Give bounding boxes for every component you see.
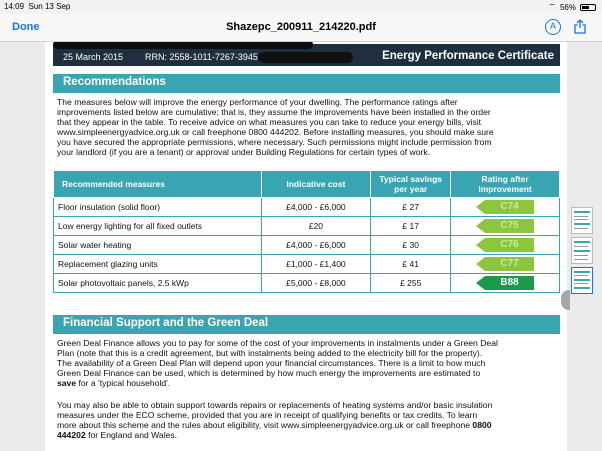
rating-arrow: C74 bbox=[476, 200, 534, 214]
text-line: more about this scheme and the rules about eligibility, visit www.simpleenergyadvice.org.uk or call freephone 0800 bbox=[57, 420, 492, 430]
text-line: Green Deal Finance can be used, which is determined by how much energy the improvements are estimated to bbox=[57, 368, 481, 378]
cell-cost: £1,000 - £1,400 bbox=[261, 255, 371, 274]
certificate-header bbox=[53, 44, 560, 66]
recommendations-text bbox=[57, 97, 560, 157]
pdf-page[interactable] bbox=[45, 42, 567, 451]
financial-support-heading: Financial Support and the Green Deal bbox=[53, 315, 560, 334]
rating-arrow: C76 bbox=[476, 238, 534, 252]
text-line: Green Deal Finance allows you to pay for some of the cost of your improvements in instalments under a Green Deal bbox=[57, 338, 498, 348]
cell-measure: Replacement glazing units bbox=[54, 255, 262, 274]
text-line: save for a 'typical household'. bbox=[57, 378, 171, 388]
cell-savings: £ 41 bbox=[371, 255, 451, 274]
text-line: Plan (note that this is a credit agreement, but with instalments being added to the electricity bill for the property). bbox=[57, 348, 483, 358]
text-line: You may also be able to obtain support towards repairs or replacements of heating systems and/or basic insulation bbox=[57, 400, 493, 410]
cell-savings: £ 30 bbox=[371, 236, 451, 255]
text-line: The availability of a Green Deal Plan will depend upon your financial circumstances. There is a limit to how much bbox=[57, 358, 486, 368]
cell-cost: £4,000 - £6,000 bbox=[261, 236, 371, 255]
status-bar bbox=[0, 0, 602, 14]
certificate-title: Energy Performance Certificate bbox=[382, 50, 554, 62]
pdf-toolbar bbox=[0, 14, 602, 42]
text-line: www.simpleenergyadvice.org.uk or call freephone 0800 444202. Before installing measures, you should make sure bbox=[57, 127, 494, 137]
text-line: you have secured the appropriate permissions, where necessary. Such permissions might include permission from bbox=[57, 137, 492, 147]
cell-measure: Floor insulation (solid floor) bbox=[54, 198, 262, 217]
cell-savings: £ 17 bbox=[371, 217, 451, 236]
eco-scheme-text bbox=[57, 400, 560, 440]
table-row bbox=[54, 274, 560, 293]
text-line: your landlord (if you are a tenant) or approval under Building Regulations for certain types of work. bbox=[57, 147, 431, 157]
redaction-mark bbox=[258, 52, 353, 63]
col-header-measures: Recommended measures bbox=[54, 171, 262, 198]
text-line: 444202 for England and Wales. bbox=[57, 430, 178, 440]
table-row bbox=[54, 255, 560, 274]
text-line: that they appear in the table. To receive advice on what measures you can take to reduce your energy bills, visit bbox=[57, 117, 482, 127]
cell-measure: Solar photovoltaic panels, 2.5 kWp bbox=[54, 274, 262, 293]
document-title: Shazepc_200911_214220.pdf bbox=[226, 21, 376, 33]
table-header-row bbox=[54, 171, 560, 198]
redaction-mark bbox=[53, 42, 313, 49]
page-thumbnail[interactable] bbox=[571, 207, 593, 234]
cell-measure: Low energy lighting for all fixed outlets bbox=[54, 217, 262, 236]
col-header-cost: Indicative cost bbox=[261, 171, 371, 198]
recommendations-table bbox=[53, 170, 560, 293]
cell-cost: £20 bbox=[261, 217, 371, 236]
rating-arrow: B88 bbox=[476, 276, 534, 290]
certificate-rrn: RRN: 2558-1011-7267-3945 bbox=[145, 52, 258, 62]
text-line: The measures below will improve the energy performance of your dwelling. The performance ratings after bbox=[57, 97, 458, 107]
table-row bbox=[54, 217, 560, 236]
page-thumbnail-current[interactable] bbox=[571, 267, 593, 294]
share-icon[interactable] bbox=[572, 19, 588, 35]
wifi-icon: ⌔ bbox=[548, 2, 556, 11]
cell-rating bbox=[451, 255, 560, 274]
done-button[interactable]: Done bbox=[12, 21, 40, 33]
text-line: measures under the ECO scheme, provided that you are in receipt of qualifying benefits or tax credits. To learn bbox=[57, 410, 478, 420]
battery-icon bbox=[580, 4, 596, 11]
battery-percent: 56% bbox=[559, 2, 576, 12]
status-right bbox=[548, 2, 596, 12]
certificate-date: 25 March 2015 bbox=[63, 52, 124, 62]
cell-measure: Solar water heating bbox=[54, 236, 262, 255]
cell-savings: £ 27 bbox=[371, 198, 451, 217]
cell-rating bbox=[451, 236, 560, 255]
recommendations-heading: Recommendations bbox=[53, 74, 560, 93]
status-time-date: 14:09 Sun 13 Sep bbox=[4, 2, 71, 11]
rating-arrow: C75 bbox=[476, 219, 534, 233]
cell-cost: £5,000 - £8,000 bbox=[261, 274, 371, 293]
markup-icon[interactable]: A bbox=[545, 19, 561, 35]
cell-rating bbox=[451, 198, 560, 217]
col-header-savings: Typical savings per year bbox=[371, 171, 451, 198]
scroll-handle[interactable] bbox=[561, 290, 570, 310]
text-line: improvements listed below are cumulative; that is, they assume the improvements have been installed in the order bbox=[57, 107, 491, 117]
col-header-rating: Rating after improvement bbox=[451, 171, 560, 198]
cell-savings: £ 255 bbox=[371, 274, 451, 293]
green-deal-text bbox=[57, 338, 560, 388]
cell-rating bbox=[451, 217, 560, 236]
cell-cost: £4,000 - £6,000 bbox=[261, 198, 371, 217]
table-row bbox=[54, 198, 560, 217]
share-icon-glyph bbox=[574, 19, 586, 34]
page-thumbnails bbox=[571, 207, 595, 297]
page-thumbnail[interactable] bbox=[571, 237, 593, 264]
table-row bbox=[54, 236, 560, 255]
cell-rating bbox=[451, 274, 560, 293]
rating-arrow: C77 bbox=[476, 257, 534, 271]
